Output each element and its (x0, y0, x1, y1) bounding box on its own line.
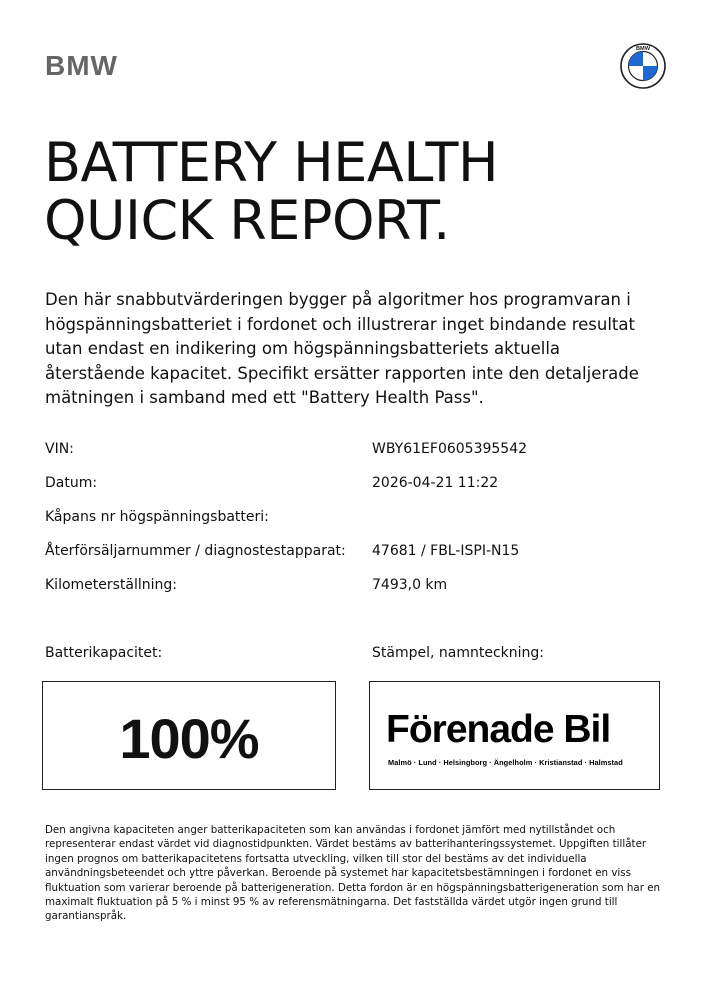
dealer-stamp-cities: Malmö · Lund · Helsingborg · Ängelholm · Kristianstad · Halmstad (388, 758, 623, 767)
disclaimer-text: Den angivna kapaciteten anger batterikapaciteten som kan användas i fordonet jämfört med nytillståndet och representerar endast värdet vid diagnostidpunkten. Värdet bestäms av batterihanteringssystemet. Uppgiften tillåter ingen prognos om batterikapacitetens fortsatta utveckling, vilken till stor del bestäms av det individuella användningsbeteendet och yttre påverkan. Beroende på systemet har kapacitetsbestämningen i fordonet en viss fluktuation som varierar beroende på batterigeneration. Detta fordon är en högspänningsbatterigeneration som har en maximalt fluktuation på 5 % i minst 95 % av referensmätningarna. Det fastställda värdet utgör ingen grund till garantianspråk. (45, 824, 661, 923)
date-label: Datum: (45, 475, 98, 491)
capacity-value: 100% (119, 707, 259, 770)
battery-cover-number-label: Kåpans nr högspänningsbatteri: (45, 509, 269, 525)
date-value: 2026-04-21 11:22 (372, 475, 499, 491)
vin-label: VIN: (45, 441, 74, 457)
title-line-1: BATTERY HEALTH (44, 131, 499, 194)
mileage-label: Kilometerställning: (45, 577, 178, 593)
brand-wordmark: BMW (45, 50, 118, 81)
dealer-stamp-name: Förenade Bil (386, 708, 611, 751)
intro-paragraph: Den här snabbutvärderingen bygger på algoritmer hos programvaran i högspänningsbatteriet i fordonet och illustrerar inget bindande resultat utan endast en indikering om högspänningsbatteriets aktuella återstående kapacitet. Specifikt ersätter rapporten inte den detaljerade mätningen i samband med ett "Battery Health Pass". (45, 290, 639, 408)
stamp-box (369, 681, 660, 790)
page-title (44, 131, 499, 252)
vin-value: WBY61EF0605395542 (372, 441, 528, 457)
stamp-label: Stämpel, namnteckning: (372, 645, 544, 661)
capacity-box (42, 681, 336, 790)
mileage-value: 7493,0 km (372, 577, 448, 593)
capacity-label: Batterikapacitet: (45, 645, 163, 661)
title-line-2: QUICK REPORT. (44, 189, 450, 252)
bmw-roundel-logo (620, 43, 666, 89)
dealer-diagnostic-value: 47681 / FBL-ISPI-N15 (372, 543, 520, 559)
dealer-diagnostic-label: Återförsäljarnummer / diagnostestapparat: (45, 543, 346, 559)
logo-letters: BMW (636, 46, 650, 53)
